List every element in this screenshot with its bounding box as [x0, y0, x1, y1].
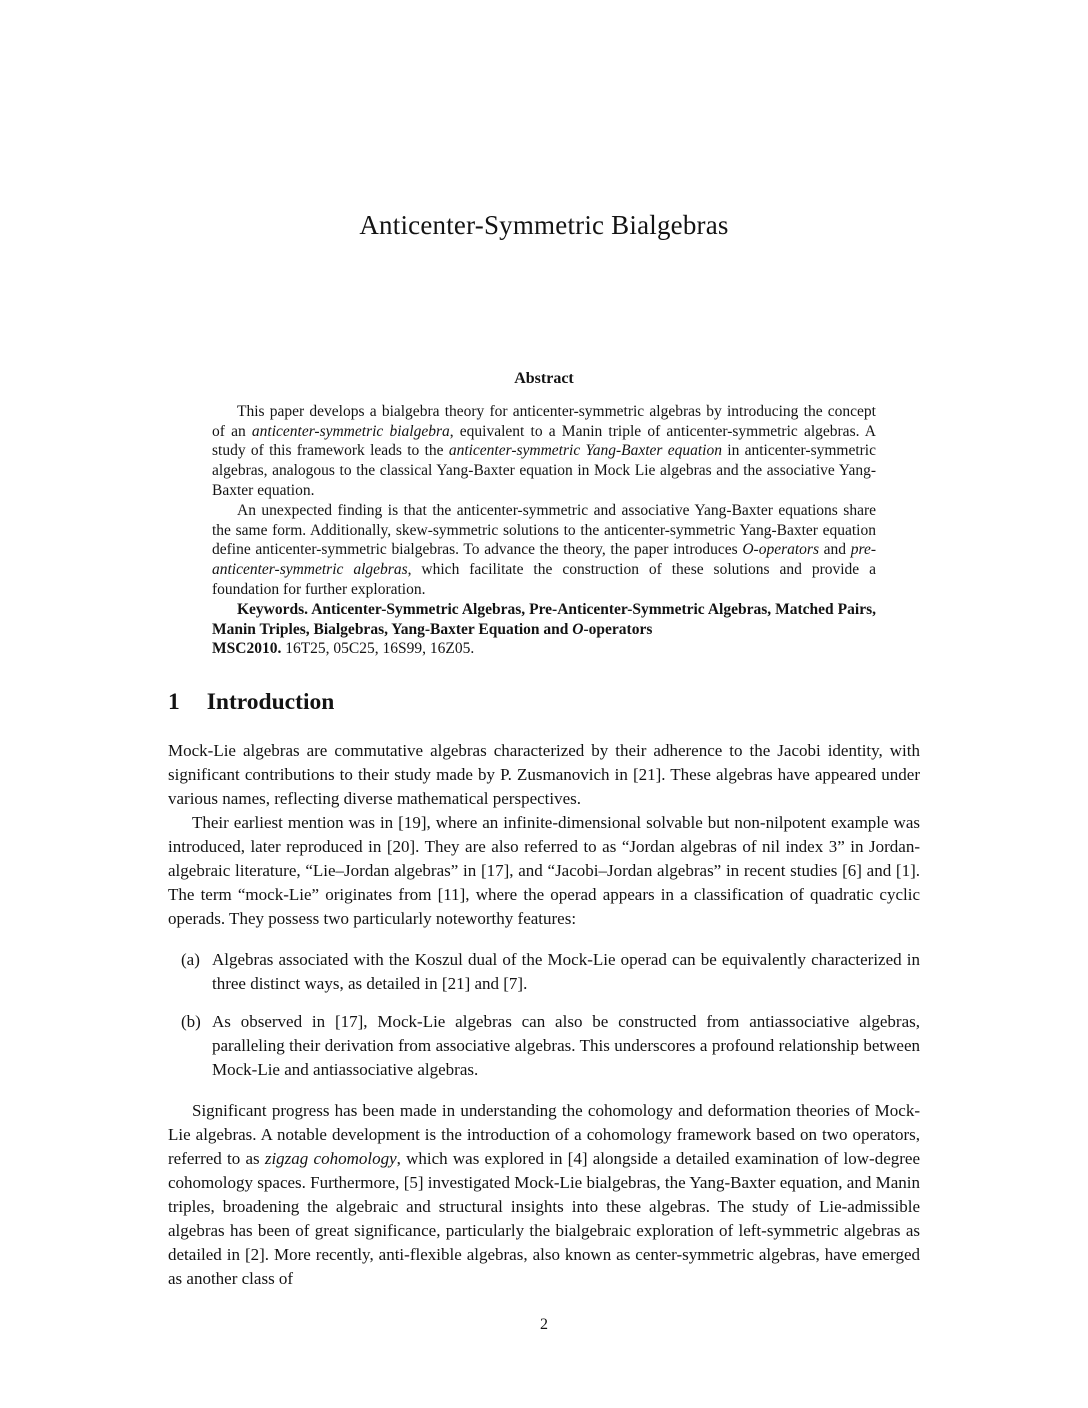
list-item-b — [168, 1010, 920, 1082]
intro-paragraph-2: Their earliest mention was in [19], where an infinite-dimensional solvable but non-nilpotent example was introduced, later reproduced in [20]. They are also referred to as “Jordan algebras of nil index 3” in Jordan-algebraic literature, “Lie–Jordan algebras” in [17], and “Jacobi–Jordan algebras” in recent studies [6] and [1]. The term “mock-Lie” originates from [11], where the operad appears in a classification of quadratic cyclic operads. They possess two particularly noteworthy features: — [168, 813, 920, 929]
abstract-paragraph-2: An unexpected finding is that the anticenter-symmetric and associative Yang-Baxter equations share the same form. Additionally, skew-symmetric solutions to the anticenter-symmetric Yang-Baxter equation define anticenter-symmetric bialgebras. To advance the theory, the paper introduces O-operators and pre-anticenter-symmetric algebras, which facilitate the construction of these solutions and provide a foundation for further exploration. — [212, 501, 877, 598]
section-number: 1 — [168, 689, 180, 716]
msc-line: MSC2010. 16T25, 05C25, 16S99, 16Z05. — [212, 640, 475, 658]
intro-paragraph-3: Significant progress has been made in understanding the cohomology and deformation theories of Mock-Lie algebras. A notable development is the introduction of a cohomology framework based on two operators, referred to as zigzag cohomology, which was explored in [4] alongside a detailed examination of low-degree cohomology spaces. Furthermore, [5] investigated Mock-Lie bialgebras, the Yang-Baxter equation, and Manin triples, broadening the algebraic and structural insights into these algebras. The study of Lie-admissible algebras has been of great significance, particularly the bialgebraic exploration of left-symmetric algebras as detailed in [2]. More recently, anti-flexible algebras, also known as center-symmetric algebras, have emerged as another class of — [168, 1101, 921, 1289]
list-item-a-label: (a) — [181, 950, 200, 970]
section-1-heading — [168, 689, 920, 716]
page-number: 2 — [540, 1316, 548, 1333]
list-item-b-text: As observed in [17], Mock-Lie algebras can also be constructed from antiassociative algebras, paralleling their derivation from associative algebras. This underscores a profound relationship between Mock-Lie and antiassociative algebras. — [212, 1012, 920, 1080]
list-item-b-label: (b) — [181, 1012, 201, 1032]
keywords-line: Keywords. Anticenter-Symmetric Algebras, Pre-Anticenter-Symmetric Algebras, Matched Pairs, Manin Triples, Bialgebras, Yang-Baxter Equation and O-operators — [212, 600, 876, 638]
section-title: Introduction — [206, 689, 335, 716]
list-item-a-text: Algebras associated with the Koszul dual of the Mock-Lie operad can be equivalently characterized in three distinct ways, as detailed in [21] and [7]. — [212, 950, 920, 994]
intro-paragraph-1: Mock-Lie algebras are commutative algebras characterized by their adherence to the Jacobi identity, with significant contributions to their study made by P. Zusmanovich in [21]. These algebras have appeared under various names, reflecting diverse mathematical perspectives. — [168, 741, 920, 809]
abstract-heading: Abstract — [514, 370, 574, 387]
introduction-body — [168, 739, 920, 1291]
paper-title: Anticenter-Symmetric Bialgebras — [359, 210, 729, 240]
abstract-paragraph-1: This paper develops a bialgebra theory for anticenter-symmetric algebras by introducing the concept of an anticenter-symmetric bialgebra, equivalent to a Manin triple of anticenter-symmetric algebras. A study of this framework leads to the anticenter-symmetric Yang-Baxter equation in anticenter-symmetric algebras, analogous to the classical Yang-Baxter equation in Mock Lie algebras and the associative Yang-Baxter equation. — [212, 402, 876, 499]
feature-list — [168, 948, 920, 1082]
list-item-a — [168, 948, 920, 996]
abstract-section — [212, 369, 876, 659]
